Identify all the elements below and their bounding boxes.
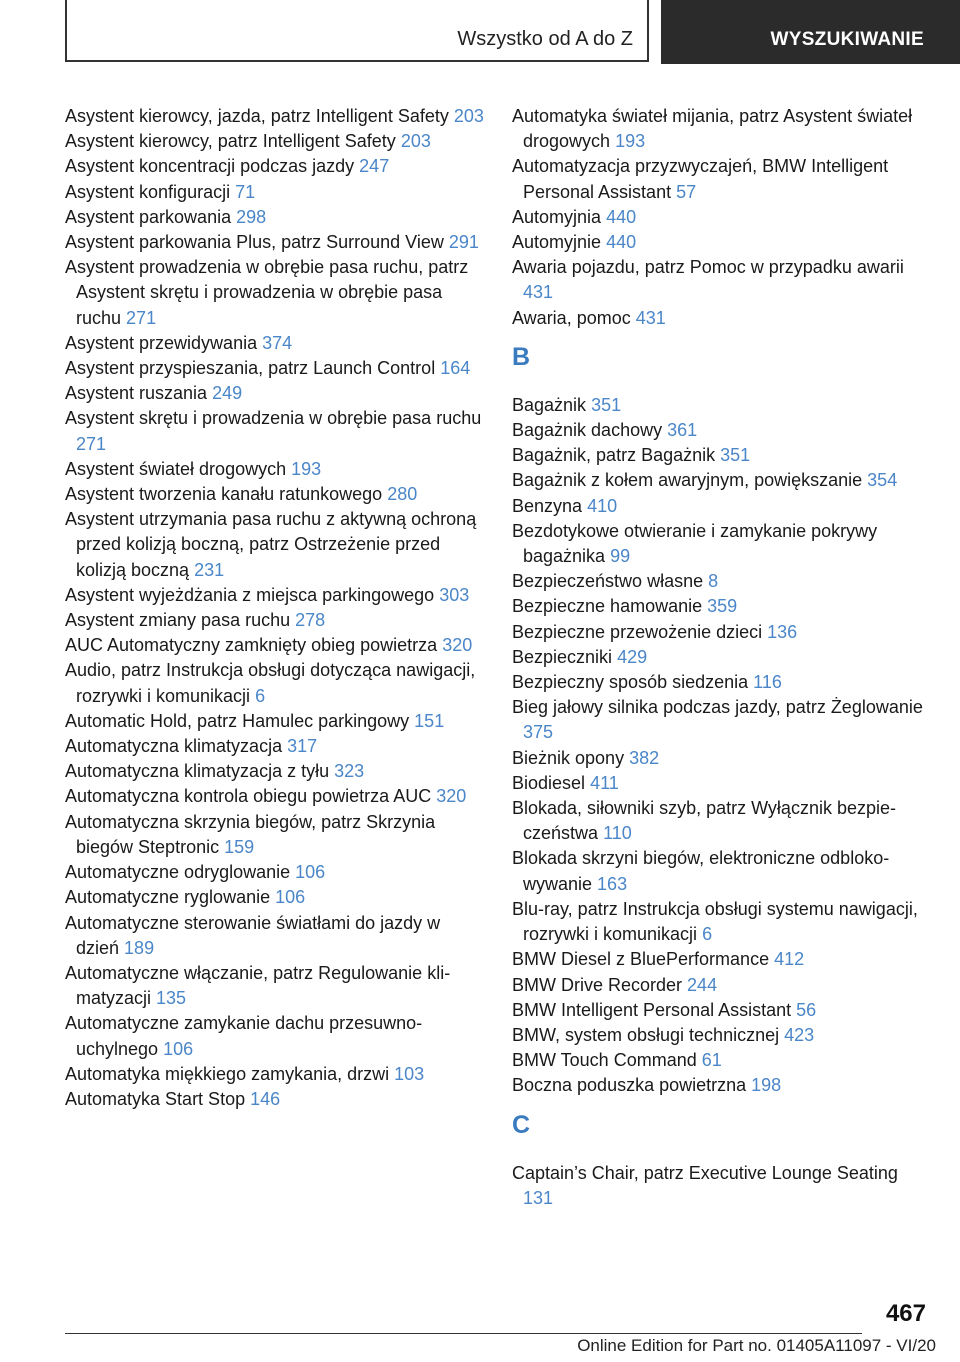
index-entry-text: Bezpieczeństwo własne: [512, 571, 704, 592]
page-link[interactable]: 189: [124, 937, 155, 958]
page-link[interactable]: 110: [603, 823, 632, 844]
page-link[interactable]: 198: [751, 1075, 782, 1096]
index-entry-text: BMW Touch Command: [512, 1050, 697, 1071]
index-entry-text: Asystent prowadzenia w obrębie pasa ruchu, patrz Asystent skrętu i prowadzenia w obrębie pasa ruchu: [65, 257, 469, 328]
page-link[interactable]: 106: [295, 862, 326, 883]
index-column-right: [512, 104, 932, 1211]
page-link[interactable]: 244: [687, 974, 718, 995]
index-entry-text: Asystent utrzymania pasa ruchu z aktywną ochroną przed kolizją boczną, patrz Ostrzeżenie przed kolizją boczną: [65, 509, 477, 580]
index-entry-text: Automatyzacja przyzwyczajeń, BMW Intelligent Personal Assistant: [512, 156, 889, 202]
page-link[interactable]: 56: [796, 999, 817, 1020]
page-link[interactable]: 231: [194, 559, 225, 580]
index-entry: [65, 860, 485, 885]
page-link[interactable]: 163: [597, 873, 628, 894]
index-entry-text: Biodiesel: [512, 772, 586, 793]
index-entry-text: Asystent koncentracji podczas jazdy: [65, 156, 355, 177]
index-entry-text: Bagażnik dachowy: [512, 420, 663, 441]
index-entry: [512, 306, 932, 331]
page-link[interactable]: 203: [400, 131, 431, 152]
index-entry: [65, 104, 485, 129]
index-entry: [65, 356, 485, 381]
page-link[interactable]: 136: [767, 621, 798, 642]
page-link[interactable]: 411: [590, 772, 619, 793]
index-entry: [65, 381, 485, 406]
index-entry: [512, 393, 932, 418]
index-entry: [65, 180, 485, 205]
index-entry-text: Bieżnik opony: [512, 747, 625, 768]
page-link[interactable]: 151: [414, 710, 445, 731]
index-entry-text: Automatyczne zamykanie dachu przesuwno-uchylnego: [65, 1013, 423, 1059]
index-entry: [65, 1087, 485, 1112]
index-entry-text: Bagażnik, patrz Bagażnik: [512, 445, 716, 466]
index-entry-text: Automatyka miękkiego zamykania, drzwi: [65, 1063, 390, 1084]
index-entry-text: Automatic Hold, patrz Hamulec parkingowy: [65, 710, 410, 731]
index-entry-text: Audio, patrz Instrukcja obsługi dotycząca nawigacji, rozrywki i komunikacji: [65, 660, 476, 706]
index-entry: [512, 998, 932, 1023]
index-entry-text: Automatyczna klimatyzacja z tyłu: [65, 761, 330, 782]
index-entry-text: Blu-ray, patrz Instrukcja obsługi systemu nawigacji, rozrywki i komunikacji: [512, 898, 918, 945]
index-entry: [512, 1073, 932, 1098]
index-entry-text: Asystent parkowania Plus, patrz Surround View: [65, 232, 444, 253]
page-link[interactable]: 440: [606, 232, 637, 253]
page-link[interactable]: 203: [453, 106, 484, 126]
index-entry: [65, 482, 485, 507]
index-entry: [512, 443, 932, 468]
page-link[interactable]: 6: [255, 685, 266, 706]
index-column-left: [65, 104, 485, 1112]
index-entry-text: Boczna poduszka powietrzna: [512, 1075, 747, 1096]
index-entry-text: BMW Intelligent Personal Assistant: [512, 999, 792, 1020]
index-entry-text: Blokada, siłowniki szyb, patrz Wyłącznik bezpieczeństwa: [512, 798, 896, 844]
index-entry-text: Asystent wyjeżdżania z miejsca parkingowego: [65, 584, 435, 605]
index-entry-text: Automyjnie: [512, 232, 602, 253]
page-link[interactable]: 351: [591, 394, 622, 415]
index-entry-text: Bezdotykowe otwieranie i zamykanie pokrywy bagażnika: [512, 520, 878, 567]
index-entry-text: Automyjnia: [512, 206, 602, 227]
page-link[interactable]: 317: [287, 736, 318, 757]
index-entry: [512, 695, 932, 745]
index-entry-text: Awaria, pomoc: [512, 307, 631, 328]
page-link[interactable]: 131: [523, 1187, 554, 1208]
index-entry: [512, 947, 932, 972]
index-entry: [65, 961, 485, 1011]
index-entry-text: Asystent skrętu i prowadzenia w obrębie pasa ruchu: [65, 408, 482, 429]
page-link[interactable]: 320: [436, 786, 467, 807]
page-link[interactable]: 323: [334, 761, 365, 782]
index-entry: [65, 734, 485, 759]
index-group-c: [512, 1161, 932, 1211]
page-link[interactable]: 106: [163, 1038, 194, 1059]
page-link[interactable]: 6: [702, 924, 713, 945]
index-entry: [65, 709, 485, 734]
index-entry: [65, 759, 485, 784]
index-entry-text: Blokada skrzyni biegów, elektroniczne odblokowywanie: [512, 848, 890, 894]
page-link[interactable]: 440: [606, 206, 637, 227]
index-entry-text: Asystent zmiany pasa ruchu: [65, 610, 291, 631]
index-entry-text: Automatyczne włączanie, patrz Regulowanie klimatyzacji: [65, 962, 451, 1009]
page-link[interactable]: 303: [439, 584, 470, 605]
page-link[interactable]: 8: [708, 571, 719, 592]
index-entry-text: Bieg jałowy silnika podczas jazdy, patrz Żeglowanie: [512, 697, 923, 718]
page-link[interactable]: 164: [440, 358, 471, 379]
page-link[interactable]: 431: [523, 282, 554, 303]
index-entry-text: Bagażnik: [512, 394, 587, 415]
index-entry-text: Asystent kierowcy, patrz Intelligent Safety: [65, 131, 396, 152]
index-entry-text: Automatyka Start Stop: [65, 1088, 246, 1109]
index-entry-text: Bezpieczne przewożenie dzieci: [512, 621, 763, 642]
index-entry-text: Asystent tworzenia kanału ratunkowego: [65, 484, 383, 505]
page-link[interactable]: 291: [448, 232, 479, 253]
page-link[interactable]: 431: [635, 307, 666, 328]
index-entry: [512, 468, 932, 493]
index-entry: [512, 594, 932, 619]
index-entry-text: Automatyczne odryglowanie: [65, 862, 291, 883]
page-link[interactable]: 359: [707, 596, 738, 617]
index-entry-text: Automatyczna skrzynia biegów, patrz Skrzynia biegów Steptronic: [65, 811, 436, 857]
page-link[interactable]: 361: [667, 420, 698, 441]
letter-heading-b: B: [512, 342, 531, 371]
page-link[interactable]: 106: [275, 887, 306, 908]
page-link[interactable]: 429: [617, 646, 648, 667]
page-link[interactable]: 271: [76, 433, 107, 454]
search-tab[interactable]: [661, 0, 960, 64]
page-link[interactable]: 423: [784, 1024, 815, 1045]
index-entry: [512, 255, 932, 305]
index-entry: [512, 205, 932, 230]
index-entry: [512, 746, 932, 771]
index-entry: [65, 810, 485, 860]
page-link[interactable]: 280: [387, 484, 418, 505]
page-link[interactable]: 374: [262, 332, 293, 353]
index-group-a: [512, 104, 932, 331]
index-entry: [512, 418, 932, 443]
index-entry: [512, 569, 932, 594]
index-entry-text: BMW, system obsługi technicznej: [512, 1024, 780, 1045]
index-entry-text: Benzyna: [512, 495, 583, 516]
page-link[interactable]: 193: [615, 131, 646, 152]
index-entry-text: Automatyka świateł mijania, patrz Asystent świateł drogowych: [512, 106, 913, 152]
index-entry: [512, 670, 932, 695]
footer-edition: Online Edition for Part no. 01405A11097 - VI/20: [577, 1336, 936, 1355]
page-link[interactable]: 410: [587, 495, 618, 516]
page-link[interactable]: 135: [156, 988, 187, 1009]
index-entry: [512, 973, 932, 998]
index-entry-text: Asystent ruszania: [65, 383, 208, 404]
index-entry: [65, 205, 485, 230]
page-number: 467: [885, 1300, 926, 1327]
index-entry: [512, 846, 932, 896]
index-entry-text: BMW Diesel z BluePerformance: [512, 949, 770, 970]
page-link[interactable]: 382: [629, 747, 660, 768]
page-link[interactable]: 412: [774, 949, 805, 970]
index-entry: [65, 129, 485, 154]
letter-heading-c: C: [512, 1110, 531, 1139]
page-link[interactable]: 298: [236, 206, 267, 227]
page-header: [0, 0, 960, 66]
index-entry: [512, 1161, 932, 1211]
index-entry: [512, 519, 932, 569]
page-link[interactable]: 159: [224, 836, 255, 857]
index-entry: [512, 1048, 932, 1073]
index-entry: [65, 255, 485, 331]
index-entry: [512, 154, 932, 204]
index-entry: [65, 608, 485, 633]
page-link[interactable]: 116: [753, 672, 782, 693]
index-entry: [65, 911, 485, 961]
index-group-b: [512, 393, 932, 1099]
index-entry-text: Automatyczne sterowanie światłami do jazdy w dzień: [65, 912, 441, 958]
page-link[interactable]: 351: [720, 445, 751, 466]
footer-divider: [65, 1333, 862, 1334]
index-entry-text: Awaria pojazdu, patrz Pomoc w przypadku awarii: [512, 257, 904, 278]
index-entry-text: Asystent przewidywania: [65, 332, 258, 353]
index-entry: [512, 104, 932, 154]
index-entry-text: Automatyczna kontrola obiegu powietrza AUC: [65, 786, 432, 807]
page-link[interactable]: 249: [212, 383, 243, 404]
search-tab-label: WYSZUKIWANIE: [770, 29, 924, 50]
page-link[interactable]: 278: [295, 610, 326, 631]
page-link[interactable]: 57: [676, 181, 697, 202]
index-entry-text: Bagażnik z kołem awaryjnym, powiększanie: [512, 470, 863, 491]
index-entry: [512, 771, 932, 796]
page-link[interactable]: 103: [394, 1063, 425, 1084]
index-entry-text: Automatyczne ryglowanie: [65, 887, 271, 908]
index-entry: [512, 1023, 932, 1048]
index-entry-text: Asystent konfiguracji: [65, 181, 231, 202]
page-link[interactable]: 354: [867, 470, 898, 491]
page-link[interactable]: 71: [235, 181, 256, 202]
page-link[interactable]: 61: [701, 1050, 722, 1071]
index-entry: [512, 620, 932, 645]
index-entry-text: Captain’s Chair, patrz Executive Lounge Seating: [512, 1162, 898, 1183]
index-entry: [512, 230, 932, 255]
index-entry: [512, 645, 932, 670]
index-entry-text: Automatyczna klimatyzacja: [65, 736, 283, 757]
index-entry-text: Bezpieczny sposób siedzenia: [512, 672, 749, 693]
index-entry: [65, 885, 485, 910]
index-entry: [65, 154, 485, 179]
index-entry: [65, 1062, 485, 1087]
index-entry: [512, 796, 932, 846]
page-link[interactable]: 99: [610, 546, 631, 567]
index-entry: [65, 331, 485, 356]
index-entry-text: Bezpieczniki: [512, 646, 613, 667]
index-entry: [65, 658, 485, 708]
index-entry: [512, 897, 932, 947]
index-entry: [65, 583, 485, 608]
index-entry-text: Asystent przyspieszania, patrz Launch Control: [65, 358, 436, 379]
index-entry-text: Asystent parkowania: [65, 206, 232, 227]
index-entry: [65, 457, 485, 482]
index-entry: [65, 507, 485, 583]
index-entry: [65, 230, 485, 255]
page-link[interactable]: 193: [291, 458, 322, 479]
page-link[interactable]: 320: [442, 635, 473, 656]
index-entry: [512, 494, 932, 519]
page-link[interactable]: 375: [523, 722, 554, 743]
index-entry-text: Bezpieczne hamowanie: [512, 596, 703, 617]
index-entry-text: Asystent świateł drogowych: [65, 458, 287, 479]
page-link[interactable]: 146: [250, 1088, 281, 1109]
index-entry: [65, 1011, 485, 1061]
index-entry-text: BMW Drive Recorder: [512, 974, 683, 995]
index-entry: [65, 784, 485, 809]
tab-all-a-to-z[interactable]: [65, 0, 649, 62]
index-entry-text: AUC Automatyczny zamknięty obieg powietrza: [65, 635, 438, 656]
tab-label: Wszystko od A do Z: [457, 28, 633, 50]
index-entry: [65, 633, 485, 658]
index-entry-text: Asystent kierowcy, jazda, patrz Intelligent Safety: [65, 106, 449, 126]
page-link[interactable]: 247: [359, 156, 390, 177]
page-link[interactable]: 271: [126, 307, 157, 328]
index-entry: [65, 406, 485, 456]
